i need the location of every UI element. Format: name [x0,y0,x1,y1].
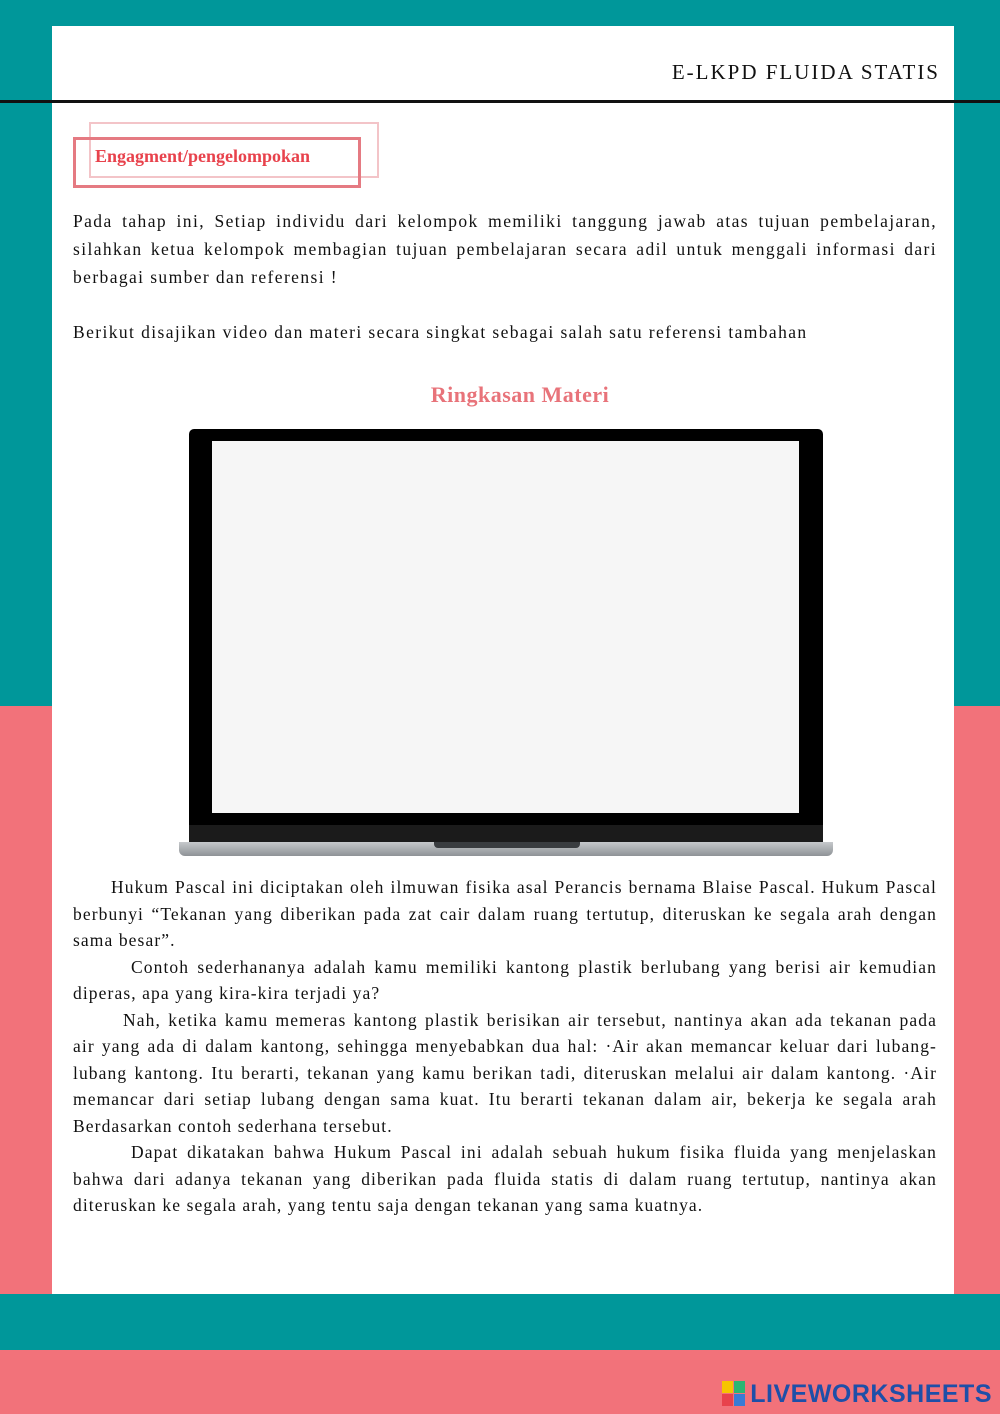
laptop-video-frame[interactable] [189,429,823,825]
body-paragraph: Nah, ketika kamu memeras kantong plastik berisikan air tersebut, nantinya akan ada tekanan pada air yang ada di dalam kantong, sehingga menyebabkan dua hal: ·Air akan memancar keluar dari lubang-lubang kantong. Itu berarti, tekanan yang kamu berikan tadi, diteruskan melalui air dalam kantong. ·Air memancar dari setiap lubang dengan sama kuat. Itu berarti tekanan dalam air, bekerja ke segala arah Berdasarkan contoh sederhana tersebut. [73,1009,937,1136]
body-paragraph: Dapat dikatakan bahwa Hukum Pascal ini adalah sebuah hukum fisika fluida yang menjelaskan bahwa dari adanya tekanan yang diberikan pada fluida statis di dalam ruang tertutup, nantinya akan diteruskan ke segala arah, yang tentu saja dengan tekanan yang sama kuatnya. [73,1142,937,1215]
laptop-hinge [189,825,823,842]
header-divider [0,100,1000,103]
laptop-notch [434,842,580,848]
summary-title: Ringkasan Materi [430,382,610,407]
intro-paragraph: Pada tahap ini, Setiap individu dari kelompok memiliki tanggung jawab atas tujuan pembelajaran, silahkan ketua kelompok membagian tujuan pembelajaran secara adil untuk menggali informasi dari berbagai sumber dan referensi ! [73,211,937,287]
page-title: E-LKPD FLUIDA STATIS [671,60,940,84]
brand-name: LIVEWORKSHEETS [750,1379,992,1408]
body-paragraph: Contoh sederhananya adalah kamu memiliki kantong plastik berlubang yang berisi air kemudian diperas, apa yang kira-kira terjadi ya? [73,956,937,1003]
background-teal-band [0,1294,1000,1350]
liveworksheets-brand[interactable] [722,1376,992,1412]
reference-paragraph: Berikut disajikan video dan materi secara singkat sebagai salah satu referensi tambahan [73,322,808,342]
body-paragraph: Hukum Pascal ini diciptakan oleh ilmuwan fisika asal Perancis bernama Blaise Pascal. Hukum Pascal berbunyi “Tekanan yang diberikan pada zat cair dalam ruang tertutup, diteruskan ke segala arah dengan sama besar”. [73,877,937,950]
summary-body [73,874,937,1219]
video-display[interactable] [212,441,799,813]
liveworksheets-logo-icon [722,1381,746,1407]
section-label: Engagment/pengelompokan [95,146,311,166]
